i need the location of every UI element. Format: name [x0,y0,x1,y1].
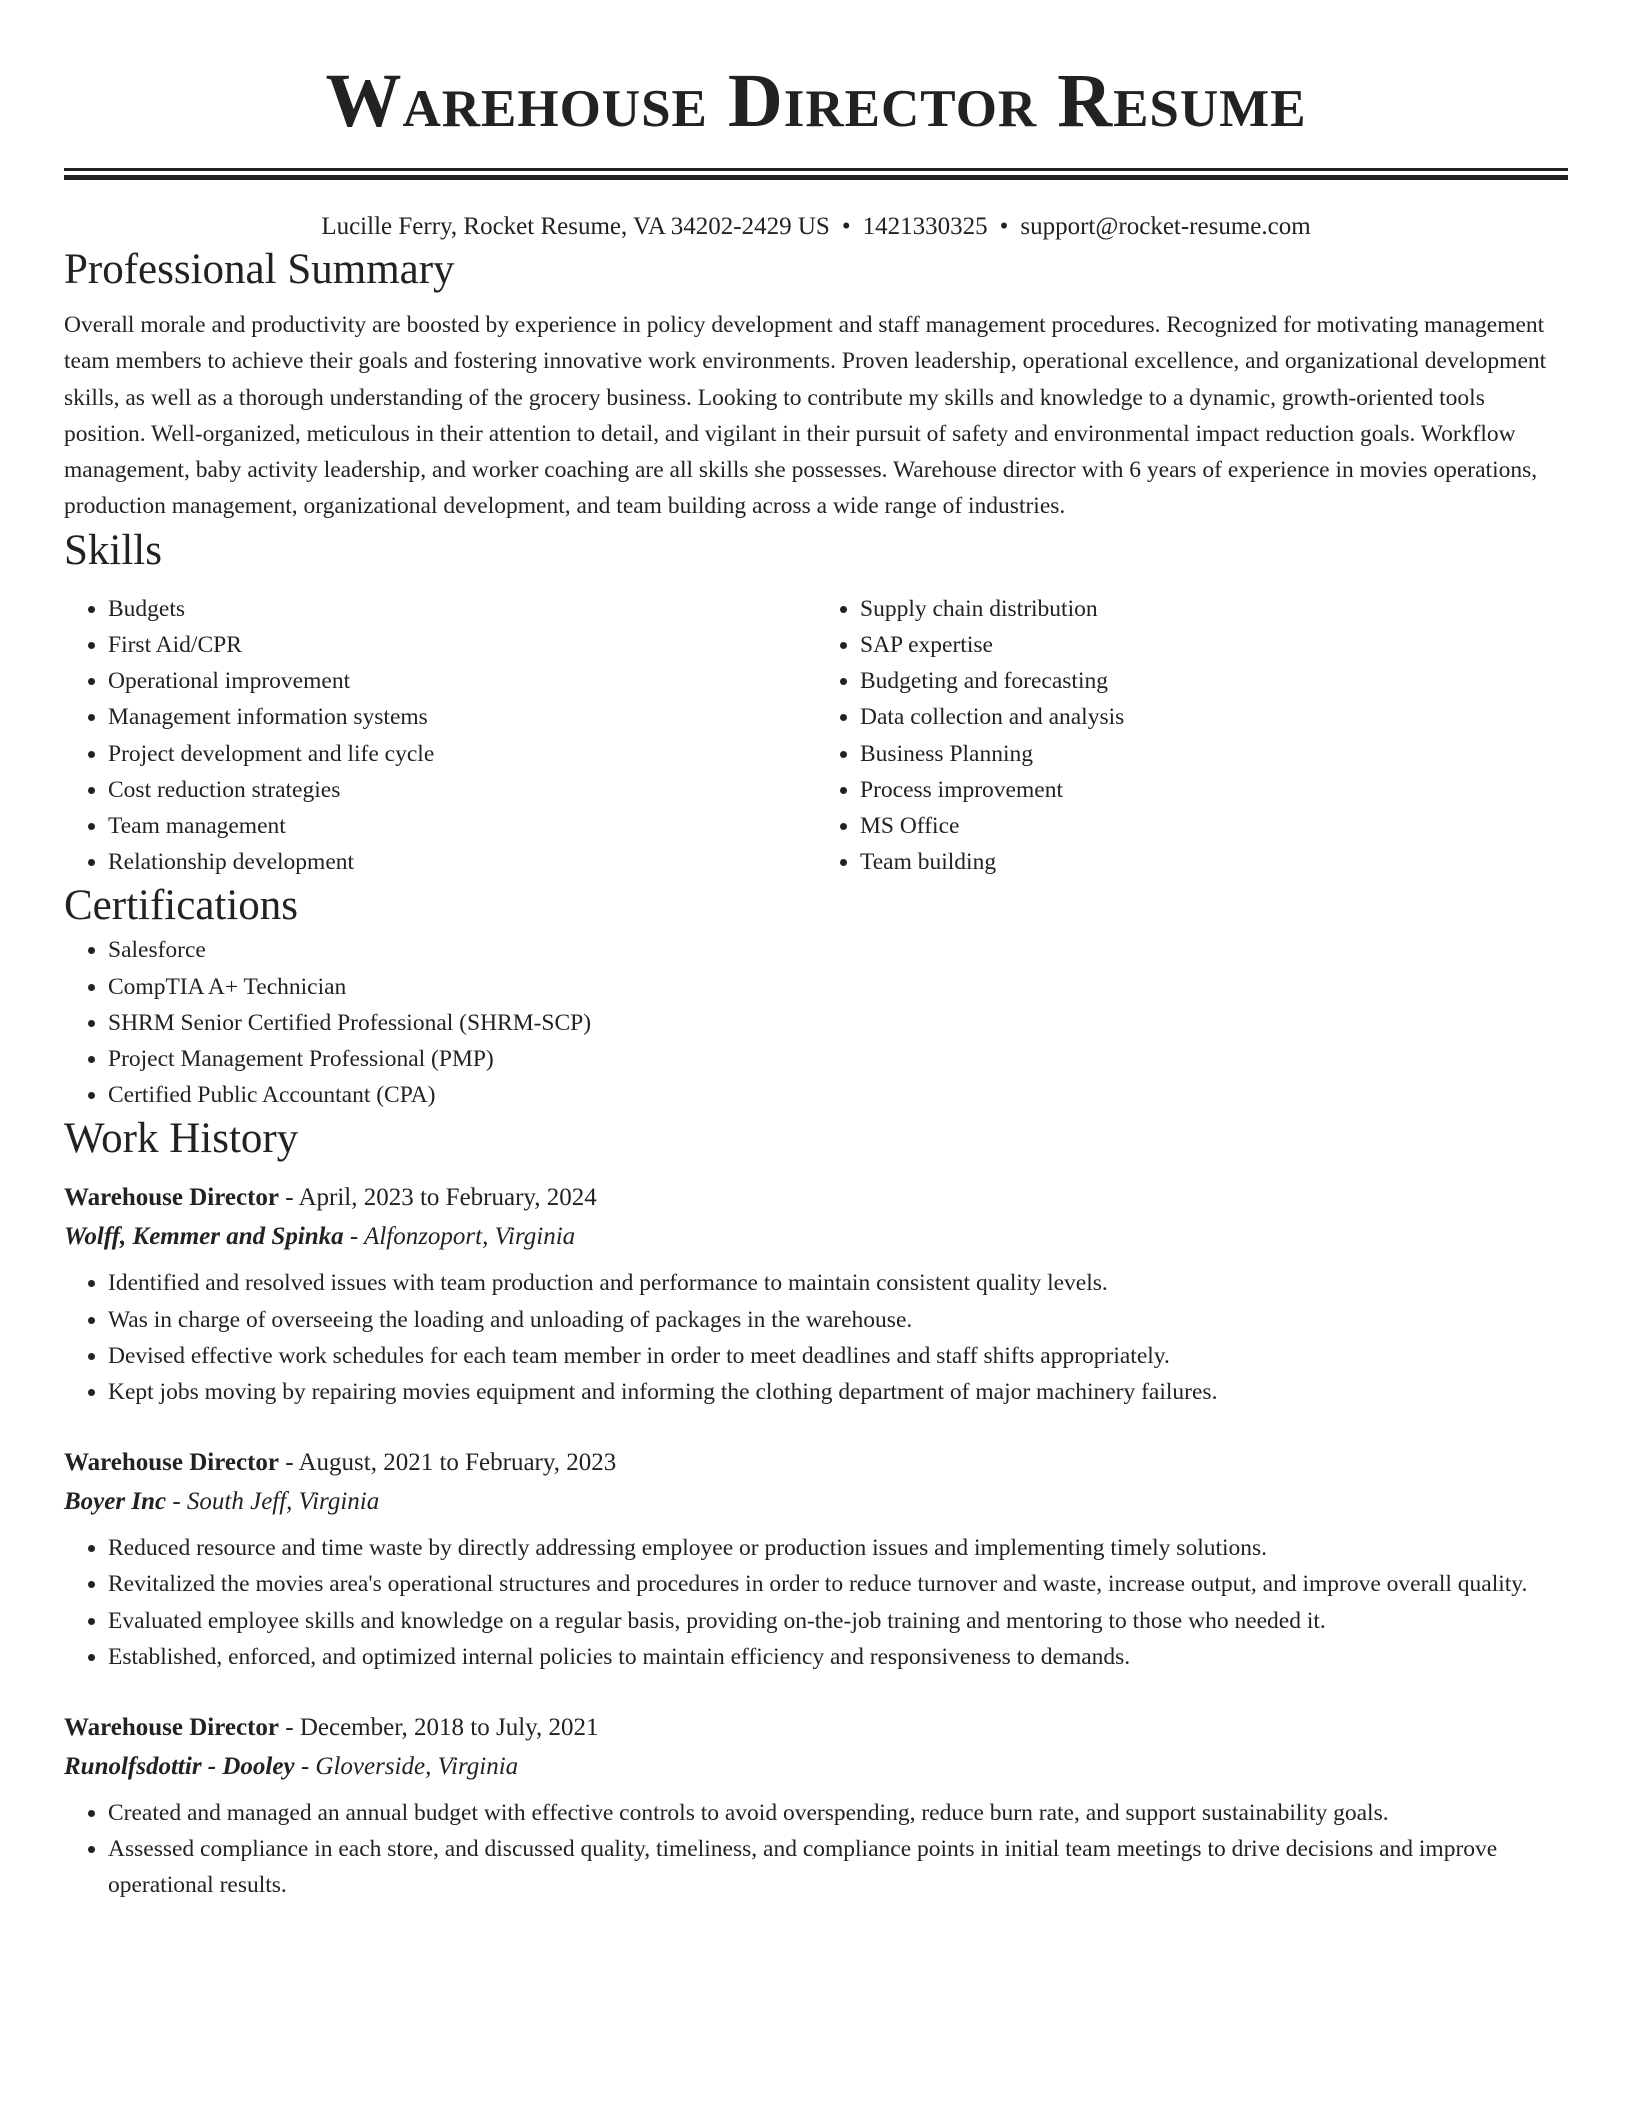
contact-separator: • [841,213,851,240]
job-dates: - April, 2023 to February, 2024 [279,1184,597,1212]
certifications-list [64,932,1568,1113]
job-entry [64,1709,1568,1904]
job-bullet: • Assessed compliance in each store, and discussed quality, timeliness, and compliance points in initial team meetings to drive decisions and improve operational results. [108,1831,1568,1903]
skill-item: • First Aid/CPR [108,627,816,663]
job-company-line [64,1217,1568,1257]
skills-list-left [64,591,816,881]
skill-item: • Management information systems [108,699,816,735]
certification-item: • SHRM Senior Certified Professional (SHRM-SCP) [108,1005,1568,1041]
job-bullet: • Reduced resource and time waste by directly addressing employee or production issues and implementing timely solutions. [108,1530,1568,1566]
skill-item: • Cost reduction strategies [108,772,816,808]
job-location: - South Jeff, Virginia [166,1488,380,1516]
title-double-rule [64,168,1568,180]
job-title-line [64,1444,1568,1482]
job-bullets [64,1795,1568,1904]
contact-line [64,210,1568,244]
skill-item: • MS Office [860,808,1568,844]
job-bullet: • Revitalized the movies area's operational structures and procedures in order to reduce turnover and waste, increase output, and improve overall quality. [108,1566,1568,1602]
skill-item: • Supply chain distribution [860,591,1568,627]
work-history-heading: Work History [64,1115,299,1163]
skill-item: • Budgets [108,591,816,627]
job-bullets [64,1530,1568,1675]
skill-item: • Process improvement [860,772,1568,808]
job-dates: - August, 2021 to February, 2023 [279,1449,617,1477]
skills-heading: Skills [64,526,162,574]
skill-item: • Business Planning [860,736,1568,772]
job-entry [64,1179,1568,1410]
job-bullet: • Created and managed an annual budget with effective controls to avoid overspending, reduce burn rate, and support sustainability goals. [108,1795,1568,1831]
job-company: Wolff, Kemmer and Spinka [64,1223,344,1251]
skills-list-right [816,591,1568,881]
job-location: - Alfonzoport, Virginia [343,1223,576,1251]
skill-item: • Team building [860,844,1568,880]
job-company-line [64,1747,1568,1787]
skill-item: • Budgeting and forecasting [860,663,1568,699]
job-entry [64,1444,1568,1675]
job-title: Warehouse Director [64,1714,280,1742]
skill-item: • Operational improvement [108,663,816,699]
job-title: Warehouse Director [64,1449,280,1477]
skill-item: • Data collection and analysis [860,699,1568,735]
skills-grid [64,591,1568,881]
job-bullet: • Identified and resolved issues with team production and performance to maintain consistent quality levels. [108,1265,1568,1301]
job-title: Warehouse Director [64,1184,280,1212]
job-company-line [64,1482,1568,1522]
contact-separator: • [999,213,1009,240]
job-dates: - December, 2018 to July, 2021 [279,1714,599,1742]
certification-item: • Project Management Professional (PMP) [108,1041,1568,1077]
job-bullet: • Was in charge of overseeing the loading and unloading of packages in the warehouse. [108,1302,1568,1338]
contact-phone: 1421330325 [862,213,988,240]
certifications-heading: Certifications [64,882,299,930]
summary-heading: Professional Summary [64,246,455,293]
job-bullet: • Established, enforced, and optimized internal policies to maintain efficiency and responsiveness to demands. [108,1639,1568,1675]
job-title-line [64,1179,1568,1217]
job-bullet: • Evaluated employee skills and knowledge on a regular basis, providing on-the-job training and mentoring to those who needed it. [108,1603,1568,1639]
skill-item: • Project development and life cycle [108,736,816,772]
skill-item: • Relationship development [108,844,816,880]
certification-item: • Salesforce [108,932,1568,968]
job-bullets [64,1265,1568,1410]
resume-title: Warehouse Director Resume [325,59,1307,143]
job-title-line [64,1709,1568,1747]
summary-text: Overall morale and productivity are boosted by experience in policy development and staff management procedures. Recognized for motivating management team members to achieve their goals and fostering innovative work environments. Proven leadership, operational excellence, and organizational development skills, as well as a thorough understanding of the grocery business. Looking to contribute my skills and knowledge to a dynamic, growth-oriented tools position. Well-organized, meticulous in their attention to detail, and vigilant in their pursuit of safety and environmental impact reduction goals. Workflow management, baby activity leadership, and worker coaching are all skills she possesses. Warehouse director with 6 years of experience in movies operations, production management, organizational development, and team building across a wide range of industries. [64,312,1547,520]
job-bullet: • Devised effective work schedules for each team member in order to meet deadlines and staff shifts appropriately. [108,1338,1568,1374]
certification-item: • Certified Public Accountant (CPA) [108,1077,1568,1113]
certification-item: • CompTIA A+ Technician [108,969,1568,1005]
skill-item: • Team management [108,808,816,844]
contact-address: Lucille Ferry, Rocket Resume, VA 34202-2429 US [321,213,830,240]
job-bullet: • Kept jobs moving by repairing movies equipment and informing the clothing department of major machinery failures. [108,1374,1568,1410]
job-company: Boyer Inc [64,1488,167,1516]
job-location: - Gloverside, Virginia [294,1753,519,1781]
skill-item: • SAP expertise [860,627,1568,663]
job-company: Runolfsdottir - Dooley [64,1753,295,1781]
contact-email: support@rocket-resume.com [1020,213,1311,240]
